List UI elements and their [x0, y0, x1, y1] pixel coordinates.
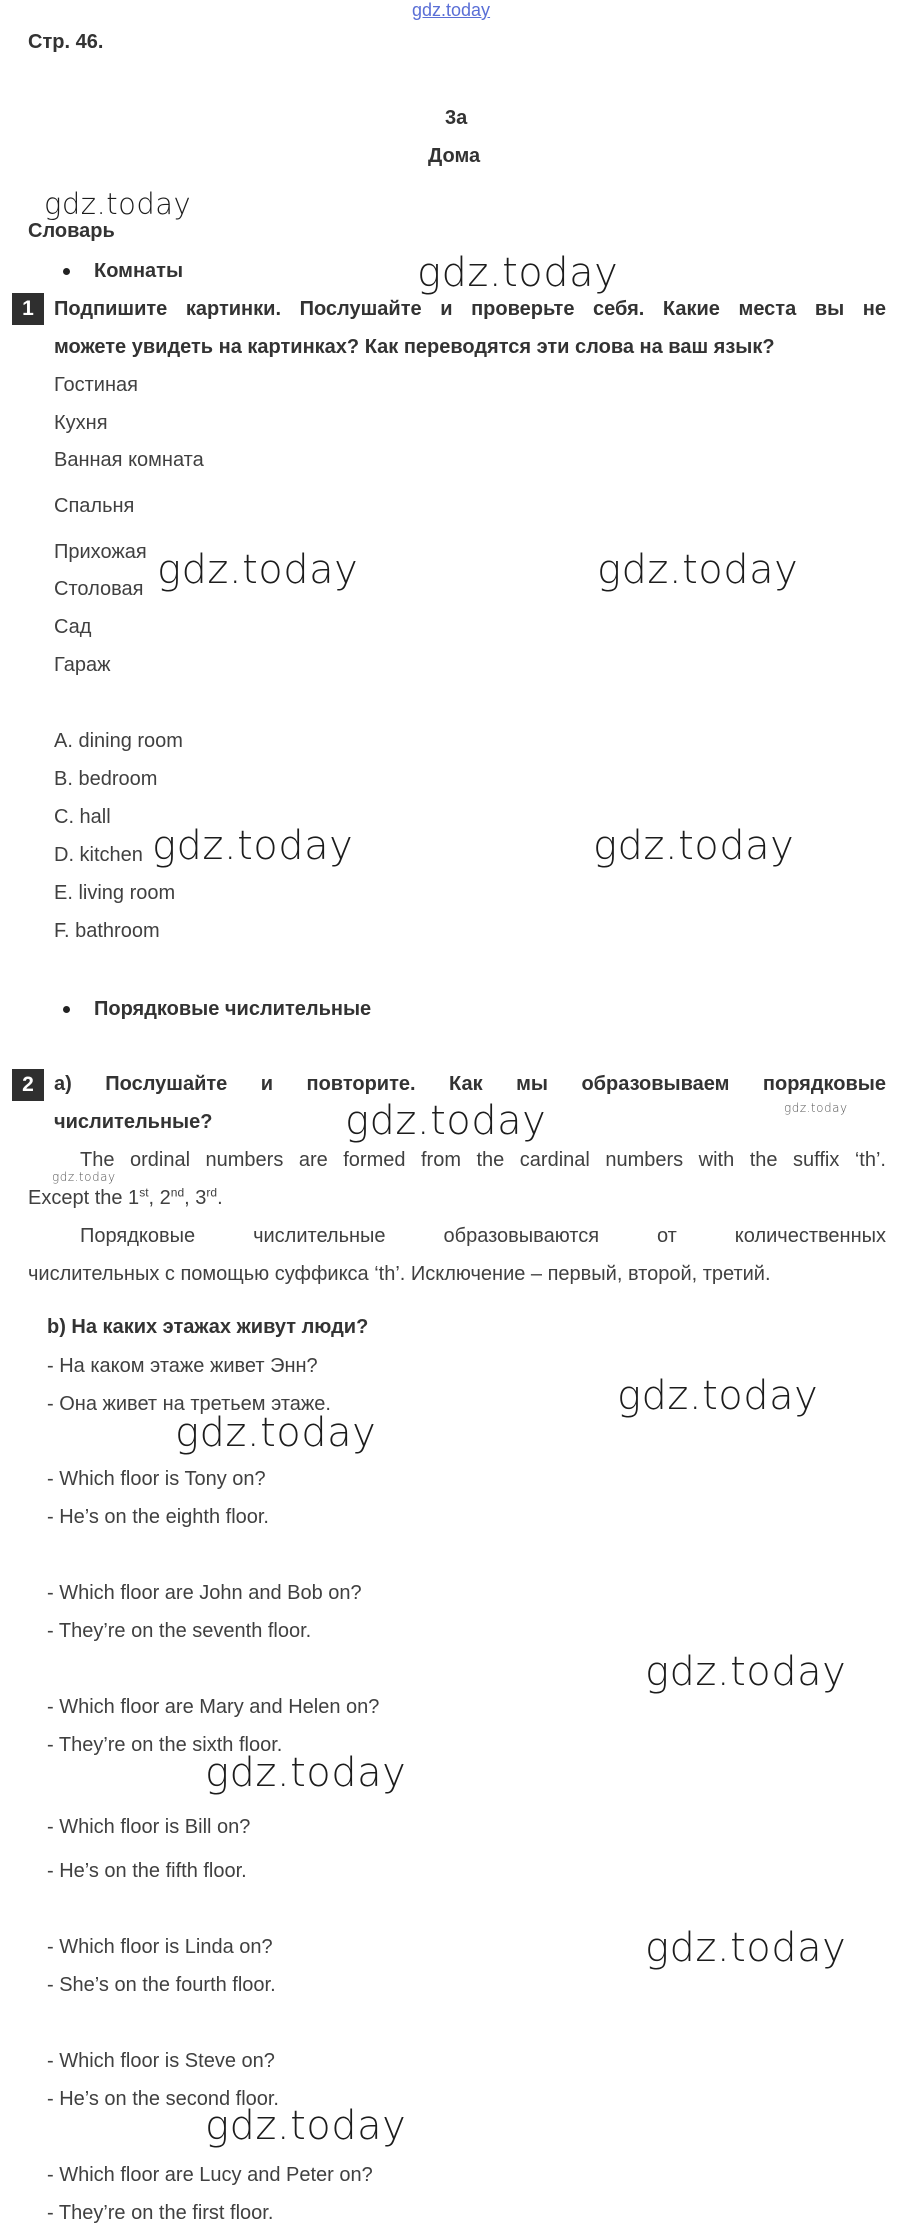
dialog-line: - Она живет на третьем этаже. [47, 1393, 331, 1415]
room-ru: Ванная комната [54, 449, 204, 471]
dialog-line: - She’s on the fourth floor. [47, 1974, 276, 1996]
watermark: gdz.today [617, 1373, 819, 1419]
bullet-rooms: Комнаты [94, 260, 184, 282]
room-ru: Прихожая [54, 541, 147, 563]
watermark: gdz.today [44, 187, 192, 221]
unit-title: Дома [428, 145, 481, 167]
vocabulary-heading: Словарь [28, 220, 115, 242]
watermark: gdz.today [597, 547, 799, 593]
ex2-a-line1: a) Послушайте и повторите. Как мы образовываем порядковые [54, 1073, 886, 1095]
dialog-line: - He’s on the second floor. [47, 2088, 279, 2110]
watermark: gdz.today [345, 1098, 547, 1144]
answer-item: D. kitchen [54, 844, 143, 866]
room-ru: Кухня [54, 412, 108, 434]
watermark: gdz.today [417, 250, 619, 296]
page-number: Стр. 46. [28, 31, 104, 53]
top-watermark: gdz.today [412, 0, 491, 20]
dialog-line: - Which floor are John and Bob on? [47, 1582, 362, 1604]
watermark: gdz.today [157, 547, 359, 593]
watermark: gdz.today [175, 1410, 377, 1456]
bullet-ordinals: Порядковые числительные [94, 998, 372, 1020]
dialog-line: - Which floor are Mary and Helen on? [47, 1696, 380, 1718]
bullet-dot [63, 268, 70, 275]
dialog-line: - Which floor are Lucy and Peter on? [47, 2164, 373, 2186]
dialog-line: - They’re on the first floor. [47, 2202, 274, 2224]
bullet-dot [63, 1006, 70, 1013]
room-ru: Столовая [54, 578, 144, 600]
ex2-a-line2: числительные? [54, 1111, 213, 1133]
dialog-line: - Which floor is Bill on? [47, 1816, 251, 1838]
watermark: gdz.today [645, 1925, 847, 1971]
watermark: gdz.today [205, 1750, 407, 1796]
dialog-line: - Which floor is Steve on? [47, 2050, 275, 2072]
watermark: gdz.today [205, 2103, 407, 2149]
room-ru: Спальня [54, 495, 135, 517]
watermark: gdz.today [645, 1649, 847, 1695]
dialog-line: - He’s on the eighth floor. [47, 1506, 269, 1528]
room-ru: Гараж [54, 654, 111, 676]
ex2-ru-line2: числительных с помощью суффикса ‘th’. Исключение – первый, второй, третий. [28, 1263, 771, 1285]
answer-item: B. bedroom [54, 768, 158, 790]
answer-item: A. dining room [54, 730, 183, 752]
unit-number: 3a [445, 107, 468, 129]
dialog-line: - Which floor is Linda on? [47, 1936, 273, 1958]
exercise-1-number: 1 [12, 293, 44, 325]
ex2-en-line1: The ordinal numbers are formed from the cardinal numbers with the suffix ‘th’. [80, 1149, 886, 1171]
ex2-ru-line1: Порядковые числительные образовываются от количественных [80, 1225, 886, 1247]
dialog-line: - Which floor is Tony on? [47, 1468, 266, 1490]
ex2-en-line2: Except the 1st, 2nd, 3rd. [28, 1185, 223, 1209]
answer-item: C. hall [54, 806, 111, 828]
ex2-b-heading: b) На каких этажах живут люди? [47, 1316, 369, 1338]
dialog-line: - На каком этаже живет Энн? [47, 1355, 318, 1377]
room-ru: Гостиная [54, 374, 138, 396]
watermark: gdz.today [593, 823, 795, 869]
answer-item: F. bathroom [54, 920, 160, 942]
dialog-line: - They’re on the sixth floor. [47, 1734, 283, 1756]
ex1-instruction-line1: Подпишите картинки. Послушайте и проверьте себя. Какие места вы не [54, 298, 886, 320]
watermark: gdz.today [784, 1101, 848, 1115]
watermark: gdz.today [52, 1170, 116, 1184]
ex1-instruction-line2: можете увидеть на картинках? Как переводятся эти слова на ваш язык? [54, 336, 775, 358]
dialog-line: - He’s on the fifth floor. [47, 1860, 247, 1882]
watermark: gdz.today [152, 823, 354, 869]
answer-item: E. living room [54, 882, 176, 904]
room-ru: Сад [54, 616, 92, 638]
exercise-2-number: 2 [12, 1069, 44, 1101]
dialog-line: - They’re on the seventh floor. [47, 1620, 312, 1642]
